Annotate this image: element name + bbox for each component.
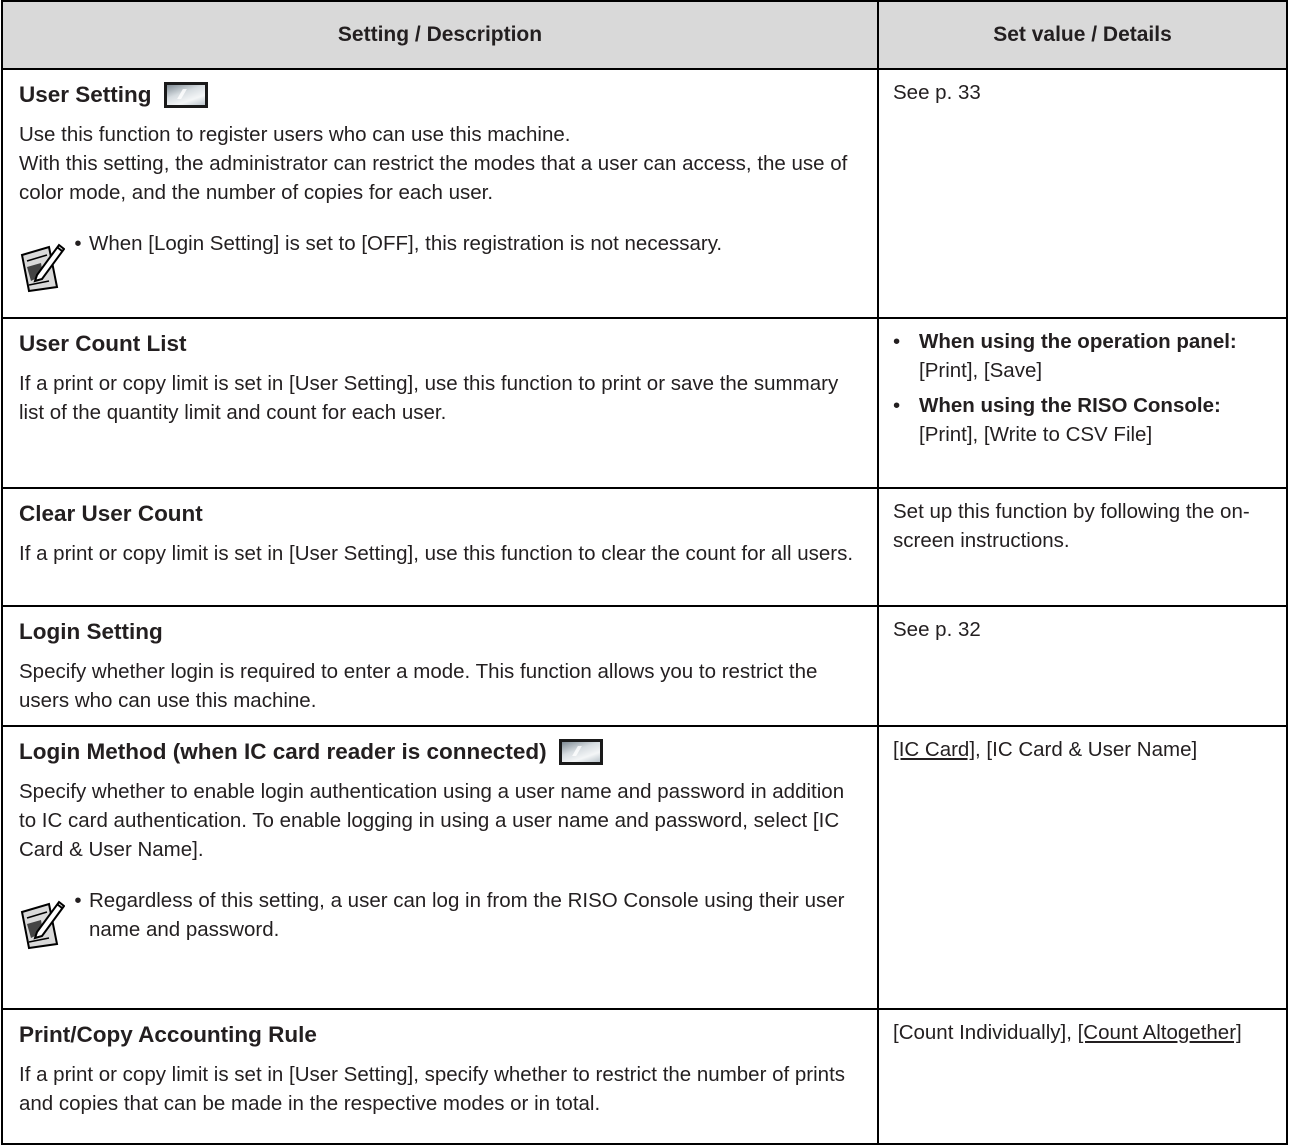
- setting-name: [19, 329, 861, 359]
- note: [19, 229, 861, 293]
- setting-description: Specify whether to enable login authentication using a user name and password in addition to IC card authentication. To enable logging in using a user name and password, select [IC Card & User Name].: [19, 780, 845, 861]
- setting-name-text: Print/Copy Accounting Rule: [19, 1022, 317, 1047]
- setting-description: Specify whether login is required to enter a mode. This function allows you to restrict the users who can use this machine.: [19, 660, 818, 712]
- note: [19, 886, 861, 950]
- setting-description: If a print or copy limit is set in [User Setting], use this function to print or save the summary list of the quantity limit and count for each user.: [19, 372, 839, 424]
- setting-description: If a print or copy limit is set in [User Setting], specify whether to restrict the number of prints and copies that can be made in the respective modes or in total.: [19, 1063, 846, 1115]
- value-item-heading: When using the operation panel:: [919, 330, 1237, 353]
- pencil-note-icon: [19, 241, 65, 293]
- value-bullet-item: [893, 327, 1274, 385]
- setting-description: [19, 120, 861, 207]
- table-row: [2, 1009, 1287, 1144]
- setting-name-text: User Setting: [19, 82, 152, 107]
- note-text: When [Login Setting] is set to [OFF], this registration is not necessary.: [89, 232, 723, 255]
- bullet: •: [893, 330, 901, 353]
- description-line-2: With this setting, the administrator can restrict the modes that a user can access, the use of color mode, and the number of copies for each user.: [19, 152, 848, 204]
- setting-cell: [2, 318, 878, 488]
- setting-cell: [2, 726, 878, 1009]
- bullet: •: [74, 889, 82, 912]
- setting-name-text: User Count List: [19, 331, 187, 356]
- value-cell: [878, 69, 1287, 318]
- setting-name-text: Clear User Count: [19, 501, 203, 526]
- other-values: [Count Individually],: [893, 1021, 1078, 1044]
- table-row: [2, 606, 1287, 726]
- setting-description: If a print or copy limit is set in [User Setting], use this function to clear the count for all users.: [19, 542, 854, 565]
- value-text: See p. 32: [893, 618, 981, 641]
- table-header-row: [2, 1, 1287, 69]
- table-row: [2, 318, 1287, 488]
- bullet: •: [893, 394, 901, 417]
- header-setting-description: Setting / Description: [2, 1, 878, 69]
- setting-name: [19, 499, 861, 529]
- value-cell: [878, 726, 1287, 1009]
- other-values: , [IC Card & User Name]: [975, 738, 1198, 761]
- setting-name: [19, 1020, 861, 1050]
- value-item-body: [Print], [Save]: [919, 359, 1043, 382]
- header-set-value-details: Set value / Details: [878, 1, 1287, 69]
- table-row: [2, 69, 1287, 318]
- value-text: [879, 727, 1286, 772]
- setting-name: [19, 80, 861, 110]
- bullet: •: [74, 232, 82, 255]
- setting-cell: [2, 69, 878, 318]
- value-text: See p. 33: [893, 81, 981, 104]
- description-line-1: Use this function to register users who can use this machine.: [19, 123, 571, 146]
- value-bullet-item: [893, 391, 1274, 449]
- setting-name: [19, 617, 861, 647]
- setting-name-text: Login Setting: [19, 619, 163, 644]
- setting-cell: [2, 606, 878, 726]
- table-row: [2, 726, 1287, 1009]
- value-cell: [878, 1009, 1287, 1144]
- table-row: [2, 488, 1287, 606]
- setting-cell: [2, 488, 878, 606]
- default-value: [Count Altogether]: [1077, 1021, 1242, 1044]
- setting-name-text: Login Method (when IC card reader is connected): [19, 739, 547, 764]
- value-item-heading: When using the RISO Console:: [919, 394, 1221, 417]
- value-item-body: [Print], [Write to CSV File]: [919, 423, 1153, 446]
- setting-name: [19, 737, 861, 767]
- admin-mode-icon: [559, 739, 603, 765]
- value-cell: [878, 488, 1287, 606]
- value-text: [879, 1010, 1286, 1055]
- value-text: Set up this function by following the on-screen instructions.: [893, 500, 1250, 552]
- note-text: Regardless of this setting, a user can log in from the RISO Console using their user name and password.: [89, 889, 845, 941]
- settings-table: [1, 0, 1288, 1145]
- pencil-note-icon: [19, 898, 65, 950]
- value-cell: [878, 318, 1287, 488]
- setting-cell: [2, 1009, 878, 1144]
- admin-mode-icon: [164, 82, 208, 108]
- default-value: [IC Card]: [893, 738, 976, 761]
- value-cell: [878, 606, 1287, 726]
